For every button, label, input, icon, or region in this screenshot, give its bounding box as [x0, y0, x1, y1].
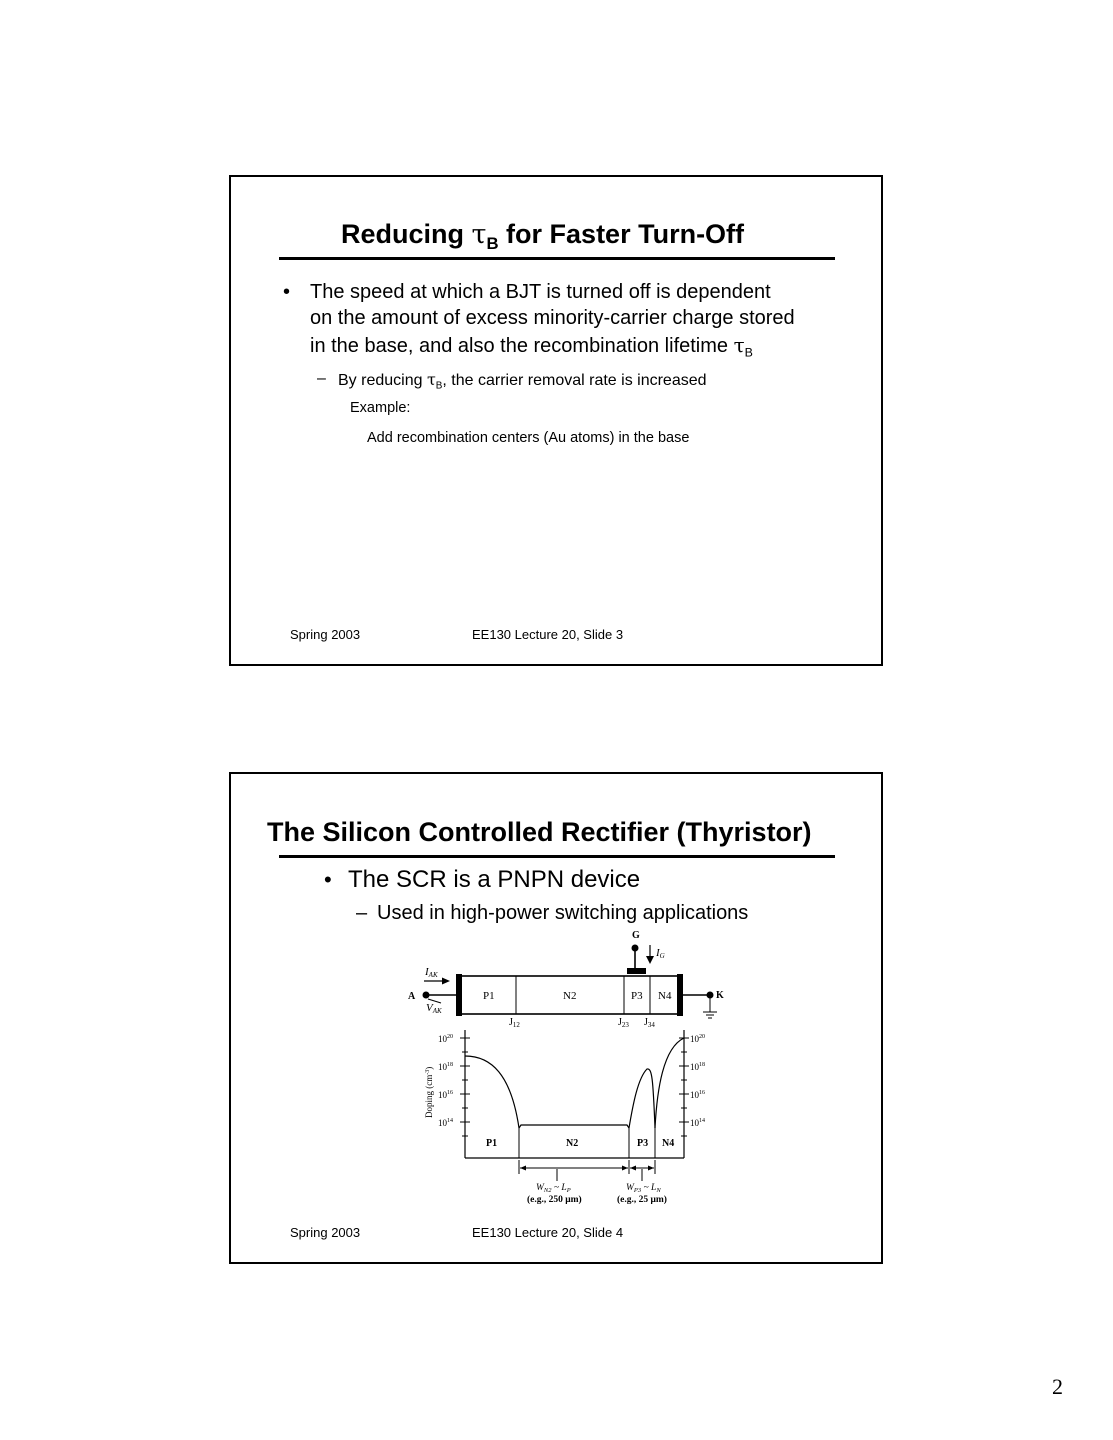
left-tick-label-1e18: $10^{18}$	[438, 1062, 453, 1072]
junction-label-j12: $J_{12}$	[509, 1017, 520, 1029]
tau-subscript: B	[435, 380, 443, 392]
gate-label: G	[632, 930, 640, 941]
anode-label: A	[408, 991, 416, 1002]
bullet: The SCR is a PNPN device	[348, 866, 641, 893]
doping-curve-n2	[519, 1125, 629, 1128]
bullet-line-3-text: in the base, and also the recombination lifetime	[310, 335, 734, 357]
sub-bullet	[338, 370, 707, 391]
plot-region-label-n4: N4	[662, 1138, 675, 1149]
doping-axis-label: Doping $(cm^{-3})$	[424, 1066, 434, 1118]
right-tick-label-1e20: $10^{20}$	[690, 1034, 705, 1044]
doping-curve-p1	[465, 1056, 519, 1128]
bullet-line-1: The speed at which a BJT is turned off is dependent	[310, 281, 771, 303]
wp3-label: $W_{P3}$ ~ $L_N$	[626, 1183, 661, 1194]
tau-subscript: B	[486, 233, 499, 253]
region-label-p3: P3	[631, 990, 643, 1002]
vak-label: VAK	[426, 1002, 442, 1015]
plot-region-label-n2: N2	[566, 1138, 579, 1149]
gate-contact	[627, 968, 646, 974]
slide-4	[229, 772, 883, 1264]
cathode-label: K	[716, 990, 724, 1001]
ig-label: IG	[656, 947, 665, 960]
page-number: 2	[1052, 1374, 1063, 1399]
sub-bullet-mark: –	[317, 370, 326, 387]
wn2-example: (e.g., 250 μm)	[527, 1195, 582, 1205]
region-label-n2: N2	[563, 990, 577, 1002]
title-text-end: for Faster Turn-Off	[498, 219, 745, 249]
width-dimensions	[519, 1160, 667, 1205]
bullet-line-2: on the amount of excess minority-carrier charge stored	[310, 307, 795, 329]
sub-bullet-mark: –	[356, 902, 368, 924]
footer-date: Spring 2003	[290, 1225, 361, 1240]
title-text-start: Reducing	[341, 219, 472, 249]
cathode-terminal	[683, 990, 724, 1018]
cathode-contact	[677, 974, 683, 1016]
gate-current-arrow	[646, 945, 665, 964]
anode-terminal	[408, 966, 457, 1015]
anode-contact	[456, 974, 462, 1016]
device-body	[456, 974, 683, 1029]
footer-slide-id: EE130 Lecture 20, Slide 4	[472, 1225, 624, 1240]
gate-terminal	[627, 930, 646, 974]
tau-subscript: B	[744, 345, 753, 360]
slide-title	[341, 219, 744, 254]
tau-symbol: τ	[426, 370, 436, 389]
left-tick-label-1e16: $10^{16}$	[438, 1090, 453, 1100]
slide-3	[229, 175, 883, 666]
bullet-mark: •	[283, 281, 291, 303]
right-tick-label-1e14: $10^{14}$	[690, 1118, 705, 1128]
example-text: Add recombination centers (Au atoms) in the base	[367, 430, 690, 446]
slide-title: The Silicon Controlled Rectifier (Thyristor)	[267, 817, 812, 847]
sub-bullet-text-start: By reducing	[338, 372, 427, 389]
plot-region-label-p3: P3	[637, 1138, 649, 1149]
region-label-n4: N4	[658, 990, 672, 1002]
sub-bullet: Used in high-power switching applications	[377, 902, 749, 924]
footer-date: Spring 2003	[290, 627, 361, 642]
plot-region-label-p1: P1	[486, 1138, 498, 1149]
sub-bullet-text-end: , the carrier removal rate is increased	[442, 372, 707, 389]
footer-slide-id: EE130 Lecture 20, Slide 3	[472, 627, 624, 642]
bullet-mark: •	[324, 867, 332, 892]
junction-label-j34: $J_{34}$	[644, 1017, 655, 1029]
scr-diagram	[229, 772, 883, 1264]
region-label-p1: P1	[483, 990, 495, 1002]
tau-symbol: τ	[471, 219, 487, 250]
example-label: Example:	[350, 400, 411, 416]
iak-label: IAK	[425, 966, 438, 979]
left-tick-label-1e20: $10^{20}$	[438, 1034, 453, 1044]
doping-curve-n4	[655, 1038, 684, 1128]
title-underline	[279, 257, 835, 260]
bullet-line-3	[310, 333, 753, 359]
doping-profile-plot	[424, 1030, 705, 1158]
left-tick-label-1e14: $10^{14}$	[438, 1118, 453, 1128]
right-tick-label-1e18: $10^{18}$	[690, 1062, 705, 1072]
tau-symbol: τ	[733, 333, 745, 357]
right-tick-label-1e16: $10^{16}$	[690, 1090, 705, 1100]
wp3-example: (e.g., 25 μm)	[617, 1195, 667, 1205]
junction-label-j23: $J_{23}$	[618, 1017, 629, 1029]
wn2-label: $W_{N2}$ ~ $L_P$	[536, 1183, 571, 1194]
doping-curve-p3	[629, 1069, 655, 1128]
